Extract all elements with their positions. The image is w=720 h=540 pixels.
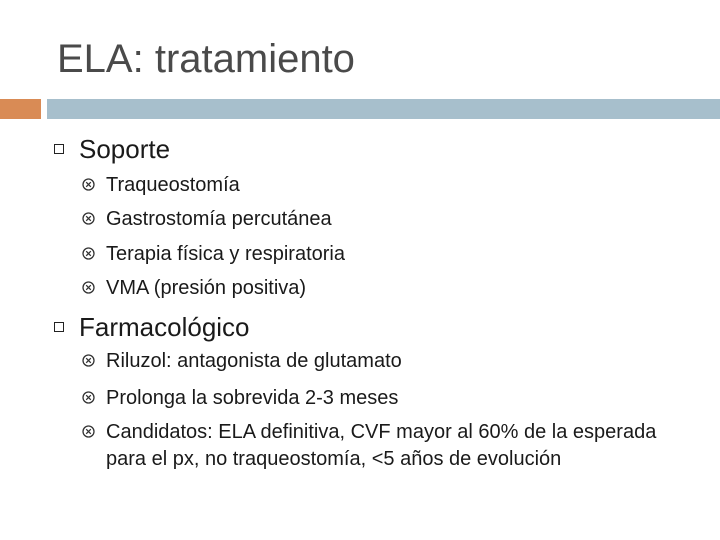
list-item-text: Riluzol: antagonista de glutamato: [106, 350, 402, 372]
list-item-text: VMA (presión positiva): [106, 277, 307, 299]
section-farmacologico: [54, 307, 250, 347]
list-item: [82, 172, 240, 199]
section-label: Soporte: [79, 133, 171, 164]
list-item: [82, 419, 676, 473]
title-accent-bar: [0, 99, 41, 119]
circled-x-bullet-icon: [82, 247, 95, 260]
circled-x-bullet-icon: [82, 391, 95, 404]
section-label: Farmacológico: [79, 311, 250, 342]
list-item: [82, 275, 306, 302]
list-item-text: Prolonga la sobrevida 2-3 meses: [106, 387, 399, 409]
circled-x-bullet-icon: [82, 354, 95, 367]
list-item-text: Terapia física y respiratoria: [106, 243, 345, 265]
list-item: [82, 241, 345, 268]
title-divider-bar: [47, 99, 720, 119]
slide-title: ELA: tratamiento: [57, 37, 355, 81]
square-bullet-icon: [54, 322, 64, 332]
circled-x-bullet-icon: [82, 212, 95, 225]
circled-x-bullet-icon: [82, 425, 95, 438]
list-item-text: Candidatos: ELA definitiva, CVF mayor al 60% de la esperada para el px, no traqueostomía, <5 años de evolución: [106, 421, 657, 470]
list-item: [82, 385, 398, 412]
circled-x-bullet-icon: [82, 281, 95, 294]
section-soporte: [54, 129, 170, 169]
square-bullet-icon: [54, 144, 64, 154]
list-item-text: Traqueostomía: [106, 174, 240, 196]
list-item: [82, 206, 332, 233]
circled-x-bullet-icon: [82, 178, 95, 191]
list-item-text: Gastrostomía percutánea: [106, 208, 332, 230]
list-item: [82, 348, 402, 375]
